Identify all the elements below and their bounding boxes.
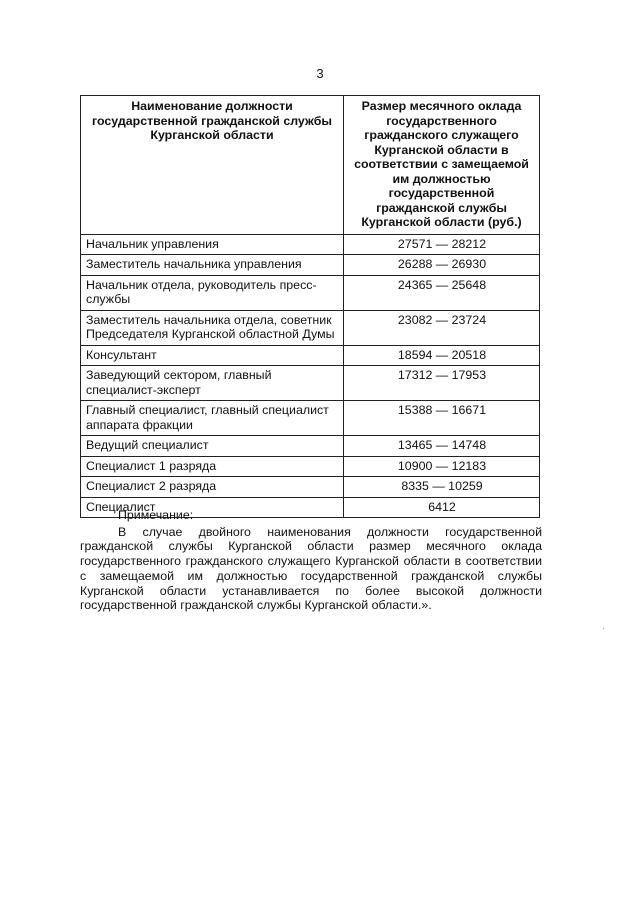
- table-row: [81, 310, 540, 345]
- position-cell: Начальник управления: [81, 234, 344, 255]
- scan-speck: [603, 628, 604, 629]
- page-number: 3: [316, 66, 324, 81]
- table-row: [81, 436, 540, 457]
- note-block: [80, 508, 542, 613]
- position-cell: Ведущий специалист: [81, 436, 344, 457]
- table-row: [81, 401, 540, 436]
- table-row: [81, 255, 540, 276]
- salary-cell: 10900 — 12183: [344, 456, 540, 477]
- table-row: [81, 456, 540, 477]
- table-header-row: [81, 96, 540, 235]
- position-cell: Главный специалист, главный специалист аппарата фракции: [81, 401, 344, 436]
- position-cell: Заведующий сектором, главный специалист-эксперт: [81, 366, 344, 401]
- position-cell: Специалист: [81, 497, 344, 518]
- salary-cell: 18594 — 20518: [344, 345, 540, 366]
- position-cell: Консультант: [81, 345, 344, 366]
- salary-cell: 15388 — 16671: [344, 401, 540, 436]
- salary-cell: 8335 — 10259: [344, 477, 540, 498]
- salary-table: [80, 95, 540, 518]
- position-cell: Специалист 2 разряда: [81, 477, 344, 498]
- table-row: [81, 477, 540, 498]
- table-row: [81, 366, 540, 401]
- salary-cell: 24365 — 25648: [344, 275, 540, 310]
- position-cell: Специалист 1 разряда: [81, 456, 344, 477]
- header-salary: Размер месячного оклада государственного гражданского служащего Курганской области в соответствии с замещаемой им должностью государственной гражданской службы Курганской области (руб.): [344, 96, 540, 235]
- note-title: Примечание:: [118, 508, 194, 522]
- position-cell: Заместитель начальника управления: [81, 255, 344, 276]
- salary-cell: 27571 — 28212: [344, 234, 540, 255]
- salary-cell: 23082 — 23724: [344, 310, 540, 345]
- table-row: [81, 234, 540, 255]
- position-cell: Заместитель начальника отдела, советник Председателя Курганской областной Думы: [81, 310, 344, 345]
- table-body: [81, 234, 540, 518]
- table-row: [81, 345, 540, 366]
- note-text: В случае двойного наименования должности государственной гражданской службы Курганской области размер месячного оклада государственного гражданского служащего Курганской области в соответствии с замещаемой им должностью государственной гражданской службы Курганской области устанавливается по более высокой должности государственной гражданской службы Курганской области.».: [80, 524, 542, 613]
- table-row: [81, 275, 540, 310]
- position-cell: Начальник отдела, руководитель пресс-службы: [81, 275, 344, 310]
- salary-cell: 17312 — 17953: [344, 366, 540, 401]
- header-position: Наименование должности государственной гражданской службы Курганской области: [81, 96, 344, 235]
- salary-cell: 13465 — 14748: [344, 436, 540, 457]
- salary-cell: 6412: [344, 497, 540, 518]
- salary-cell: 26288 — 26930: [344, 255, 540, 276]
